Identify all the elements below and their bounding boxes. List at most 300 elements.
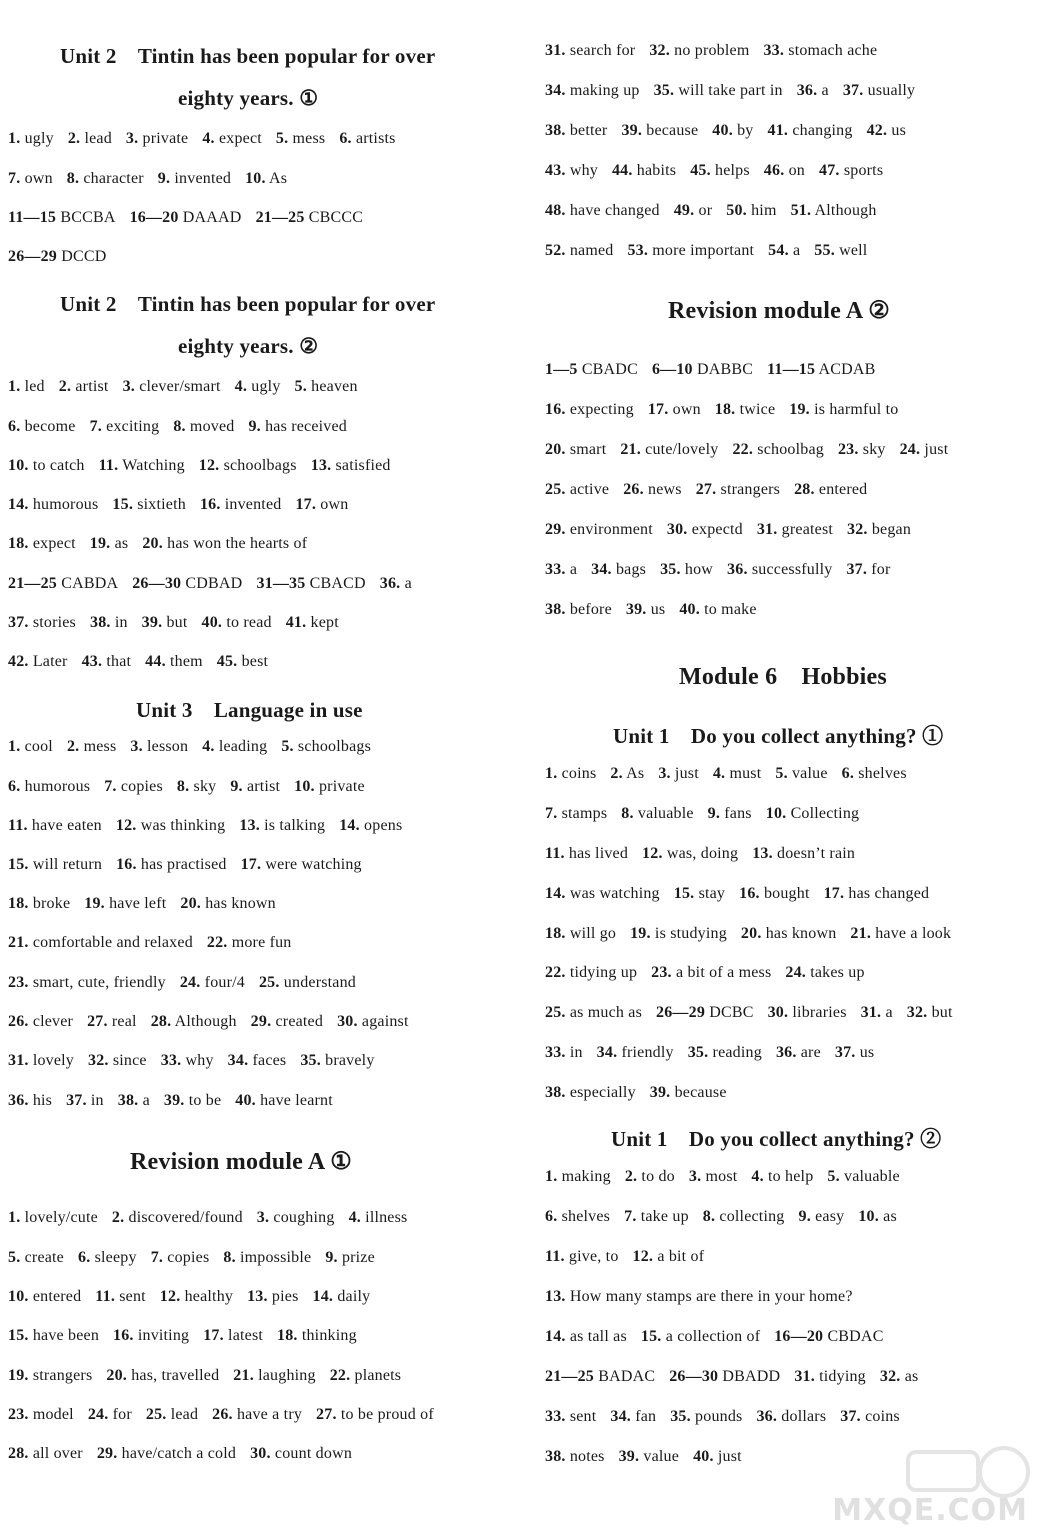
answer-line [545, 1208, 911, 1226]
answer-item [8, 1209, 98, 1226]
question-number: 1. [545, 765, 558, 782]
question-number: 24. [899, 441, 921, 458]
question-number: 46. [763, 162, 785, 179]
answer-item [726, 202, 776, 219]
answer-text: changing [792, 122, 853, 139]
answer-text: against [361, 1013, 409, 1030]
answer-item [545, 441, 606, 458]
answer-line [545, 845, 869, 863]
question-number: 9. [157, 170, 171, 187]
answer-text: stay [698, 885, 726, 902]
answer-text: DAAAD [182, 209, 242, 226]
question-number: 43. [545, 162, 566, 179]
answer-item [656, 1004, 754, 1021]
answer-item [715, 401, 775, 418]
answer-text: own [672, 401, 701, 418]
answer-item [624, 1208, 689, 1225]
answer-item [842, 765, 907, 782]
answer-item [161, 1052, 214, 1069]
answer-text: daily [337, 1288, 371, 1305]
question-number: 3. [125, 130, 139, 147]
answer-item [146, 1406, 198, 1423]
answer-item [650, 1084, 727, 1101]
answer-item [752, 845, 855, 862]
answer-text: environment [569, 521, 653, 538]
answer-text: take up [640, 1208, 689, 1225]
answer-text: DBADD [722, 1368, 781, 1385]
answer-item [768, 122, 853, 139]
answer-text: leading [218, 738, 268, 755]
question-number: 15. [8, 1327, 29, 1344]
question-number: 36. [8, 1092, 29, 1109]
answer-item [621, 805, 693, 822]
answer-text: mess [292, 130, 326, 147]
answer-item [751, 1168, 813, 1185]
answer-item [8, 895, 70, 912]
answer-item [90, 614, 128, 631]
answer-item [230, 778, 280, 795]
question-number: 12. [632, 1248, 654, 1265]
question-number: 9. [707, 805, 721, 822]
question-number: 36. [379, 575, 401, 592]
answer-text: broke [32, 895, 71, 912]
answer-item [200, 496, 282, 513]
answer-item [785, 964, 864, 981]
question-number: 36. [775, 1044, 797, 1061]
question-number: 16. [113, 1327, 134, 1344]
question-number: 2. [58, 378, 72, 395]
answer-item [630, 925, 727, 942]
answer-item [689, 1168, 738, 1185]
question-number: 17. [823, 885, 845, 902]
answer-item [66, 1092, 104, 1109]
answer-text: best [241, 653, 269, 670]
answer-text: expectd [691, 521, 743, 538]
answer-text: model [32, 1406, 74, 1423]
answer-line [8, 457, 405, 475]
answer-item [8, 130, 54, 147]
answer-text: create [24, 1249, 64, 1266]
question-number: 31. [545, 42, 566, 59]
answer-text: no problem [674, 42, 750, 59]
section-heading: Revision module A ① [130, 1149, 353, 1175]
answer-item [158, 170, 231, 187]
question-number: 41. [285, 614, 307, 631]
answer-item [693, 1448, 742, 1465]
answer-item [8, 778, 90, 795]
question-number: 31. [794, 1368, 815, 1385]
answer-item [545, 805, 607, 822]
question-number: 27. [87, 1013, 108, 1030]
question-number: 47. [819, 162, 840, 179]
answer-item [669, 1368, 780, 1385]
answer-item [90, 418, 160, 435]
answer-line [545, 1328, 898, 1346]
answer-text: ACDAB [818, 361, 876, 378]
answer-item [132, 575, 242, 592]
answer-item [846, 561, 890, 578]
question-number: 22. [206, 934, 228, 951]
answer-text: easy [815, 1208, 845, 1225]
answer-text: pies [271, 1288, 299, 1305]
answer-text: a bit of [657, 1248, 705, 1265]
question-number: 11. [95, 1288, 116, 1305]
answer-item [627, 242, 754, 259]
answer-text: that [106, 653, 132, 670]
question-number: 5. [775, 765, 788, 782]
answer-item [8, 575, 118, 592]
question-number: 38. [545, 1448, 566, 1465]
answer-text: them [169, 653, 203, 670]
question-number: 40. [679, 601, 700, 618]
question-number: 28. [8, 1445, 29, 1462]
answer-item [8, 653, 68, 670]
answer-text: created [275, 1013, 324, 1030]
answer-text: CBACD [309, 575, 366, 592]
question-number: 14. [312, 1288, 334, 1305]
answer-item [8, 934, 193, 951]
answer-item [8, 817, 102, 834]
question-number: 1. [8, 738, 21, 755]
answer-text: valuable [844, 1168, 900, 1185]
question-number: 34. [545, 82, 566, 99]
answer-line [545, 162, 897, 180]
question-number: 21—25 [8, 575, 57, 592]
question-number: 3. [256, 1209, 270, 1226]
answer-item [247, 1288, 298, 1305]
answer-item [840, 1408, 900, 1425]
question-number: 23. [651, 964, 672, 981]
question-number: 41. [767, 122, 789, 139]
question-number: 7. [89, 418, 102, 435]
answer-item [545, 601, 612, 618]
question-number: 8. [66, 170, 80, 187]
answer-line [545, 1168, 914, 1186]
answer-text: a [142, 1092, 150, 1109]
answer-line [8, 1249, 389, 1267]
question-number: 51. [790, 202, 812, 219]
answer-text: value [643, 1448, 680, 1465]
answer-text: discovered/found [128, 1209, 243, 1226]
answer-line [545, 401, 912, 419]
question-number: 10. [294, 778, 315, 795]
answer-item [652, 361, 753, 378]
answer-item [688, 1044, 762, 1061]
answer-item [545, 202, 660, 219]
answer-line [8, 170, 301, 188]
answer-text: to be proud of [340, 1406, 434, 1423]
answer-text: habits [636, 162, 677, 179]
question-number: 21—25 [255, 209, 305, 226]
question-number: 26. [8, 1013, 29, 1030]
question-number: 31. [756, 521, 778, 538]
answer-item [217, 653, 268, 670]
answer-line [8, 856, 376, 874]
section-heading: eighty years. ① [178, 86, 319, 110]
answer-text: fans [724, 805, 752, 822]
answer-text: expect [32, 535, 76, 552]
question-number: 55. [814, 242, 835, 259]
answer-item [633, 1248, 705, 1265]
answer-text: humorous [32, 496, 99, 513]
answer-text: us [650, 601, 666, 618]
answer-item [286, 614, 339, 631]
question-number: 29. [96, 1445, 118, 1462]
answer-text: named [569, 242, 614, 259]
answer-text: CABDA [61, 575, 119, 592]
answer-item [794, 1368, 866, 1385]
answer-text: smart [569, 441, 607, 458]
answer-text: give, to [568, 1248, 619, 1265]
answer-item [690, 162, 750, 179]
answer-item [545, 361, 638, 378]
answer-item [620, 441, 718, 458]
question-number: 9. [798, 1208, 811, 1225]
answer-item [97, 1445, 236, 1462]
answer-line [545, 885, 943, 903]
answer-text: strangers [32, 1367, 93, 1384]
answer-text: because [646, 122, 699, 139]
answer-text: clever [32, 1013, 74, 1030]
answer-text: doesn’t rain [777, 845, 856, 862]
answer-line [545, 1044, 888, 1062]
section-heading: Unit 1 Do you collect anything? ② [611, 1127, 942, 1151]
answer-line [8, 614, 353, 632]
answer-item [8, 170, 53, 187]
answer-text: copies [120, 778, 163, 795]
question-number: 37. [8, 614, 29, 631]
question-number: 26—29 [8, 248, 57, 265]
question-number: 11—15 [767, 361, 816, 378]
question-number: 6. [8, 778, 21, 795]
answer-text: in [90, 1092, 104, 1109]
question-number: 52. [545, 242, 566, 259]
answer-item [250, 1445, 352, 1462]
answer-item [151, 1013, 237, 1030]
answer-item [8, 535, 76, 552]
answer-item [8, 418, 76, 435]
question-number: 21—25 [545, 1368, 594, 1385]
answer-line [545, 202, 891, 220]
question-number: 38. [117, 1092, 139, 1109]
answer-item [337, 1013, 409, 1030]
question-number: 50. [726, 202, 747, 219]
question-number: 2. [111, 1209, 125, 1226]
question-number: 2. [610, 765, 623, 782]
question-number: 16. [116, 856, 137, 873]
answer-item [130, 209, 242, 226]
question-number: 32. [649, 42, 670, 59]
question-number: 25. [145, 1406, 167, 1423]
answer-text: valuable [637, 805, 694, 822]
question-number: 11. [98, 457, 119, 474]
answer-text: stomach ache [788, 42, 878, 59]
question-number: 15. [673, 885, 695, 902]
question-number: 13. [247, 1288, 268, 1305]
answer-item [766, 805, 859, 822]
answer-text: mess [83, 738, 117, 755]
answer-text: own [320, 496, 349, 513]
answer-text: Collecting [790, 805, 860, 822]
answer-text: DABBC [696, 361, 754, 378]
question-number: 12. [198, 457, 220, 474]
question-number: 5. [8, 1249, 21, 1266]
question-number: 14. [339, 817, 360, 834]
answer-text: copies [167, 1249, 210, 1266]
question-number: 5. [275, 130, 289, 147]
question-number: 35. [300, 1052, 321, 1069]
answer-line [8, 1367, 415, 1385]
question-number: 34. [610, 1408, 631, 1425]
answer-text: private [318, 778, 365, 795]
question-number: 28. [150, 1013, 172, 1030]
answer-text: sports [843, 162, 884, 179]
answer-text: in [114, 614, 128, 631]
section-heading: eighty years. ② [178, 334, 319, 358]
answer-text: began [871, 521, 912, 538]
answer-text: have left [109, 895, 167, 912]
question-number: 10. [245, 170, 266, 187]
question-number: 39. [618, 1448, 640, 1465]
answer-item [228, 1052, 287, 1069]
answer-text: have a look [875, 925, 952, 942]
answer-item [626, 601, 665, 618]
question-number: 18. [714, 401, 736, 418]
answer-text: invented [174, 170, 232, 187]
question-number: 23. [837, 441, 859, 458]
answer-item [8, 856, 102, 873]
answer-item [112, 496, 186, 513]
answer-text: sixtieth [137, 496, 186, 513]
answer-item [789, 401, 898, 418]
answer-item [545, 845, 628, 862]
question-number: 4. [712, 765, 726, 782]
answer-text: as tall as [569, 1328, 627, 1345]
section-heading: Unit 3 Language in use [136, 698, 363, 722]
answer-item [774, 1328, 883, 1345]
question-number: 8. [621, 805, 634, 822]
answer-text: must [729, 765, 762, 782]
answer-item [295, 378, 358, 395]
answer-item [8, 614, 76, 631]
answer-item [84, 895, 166, 912]
answer-text: to catch [32, 457, 85, 474]
answer-item [142, 535, 307, 552]
answer-item [8, 1288, 81, 1305]
answer-item [768, 242, 800, 259]
answer-text: better [569, 122, 608, 139]
answer-item [256, 575, 365, 592]
answer-text: real [111, 1013, 137, 1030]
answer-text: well [839, 242, 868, 259]
answer-line [8, 1092, 347, 1110]
answer-item [339, 130, 395, 147]
answer-item [670, 1408, 742, 1425]
question-number: 32. [847, 521, 868, 538]
question-number: 21. [233, 1367, 254, 1384]
answer-text: sleepy [94, 1249, 137, 1266]
answer-text: in [569, 1044, 583, 1061]
answer-item [207, 934, 292, 951]
answer-text: have changed [569, 202, 660, 219]
answer-line [545, 481, 881, 499]
answer-text: news [648, 481, 682, 498]
question-number: 27. [695, 481, 717, 498]
answer-item [212, 1406, 302, 1423]
answer-item [104, 778, 163, 795]
answer-text: led [24, 378, 45, 395]
answer-item [756, 1408, 826, 1425]
answer-item [858, 1208, 897, 1225]
question-number: 18. [277, 1327, 298, 1344]
answer-text: faces [252, 1052, 287, 1069]
answer-text: comfortable and relaxed [32, 934, 193, 951]
answer-item [850, 925, 951, 942]
answer-text: healthy [184, 1288, 234, 1305]
answer-text: was watching [569, 885, 660, 902]
answer-text: his [32, 1092, 53, 1109]
answer-text: by [737, 122, 754, 139]
answer-text: DCBC [709, 1004, 754, 1021]
question-number: 19. [789, 401, 810, 418]
answer-item [847, 521, 911, 538]
answer-text: will take part in [678, 82, 783, 99]
answer-item [545, 1168, 611, 1185]
question-number: 11. [8, 817, 28, 834]
question-number: 26. [623, 481, 644, 498]
answer-item [130, 738, 188, 755]
answer-item [116, 817, 225, 834]
answer-line [545, 601, 771, 619]
answer-item [545, 964, 637, 981]
question-number: 2. [67, 130, 81, 147]
answer-item [843, 82, 915, 99]
answer-text: Watching [122, 457, 185, 474]
answer-item [545, 481, 609, 498]
answer-text: have eaten [31, 817, 102, 834]
section-heading: Unit 2 Tintin has been popular for over [60, 44, 436, 68]
answer-text: him [751, 202, 777, 219]
answer-item [233, 1367, 315, 1384]
answer-text: have/catch a cold [121, 1445, 237, 1462]
answer-item [545, 1328, 627, 1345]
answer-text: inviting [137, 1327, 190, 1344]
answer-line [8, 974, 370, 992]
answer-text: because [674, 1084, 727, 1101]
question-number: 34. [227, 1052, 249, 1069]
answer-text: most [705, 1168, 738, 1185]
answer-line [545, 361, 890, 379]
question-number: 26—29 [656, 1004, 706, 1021]
answer-line [545, 441, 962, 459]
question-number: 15. [640, 1328, 662, 1345]
question-number: 20. [142, 535, 163, 552]
answer-text: shelves [561, 1208, 611, 1225]
answer-item [907, 1004, 953, 1021]
question-number: 34. [596, 1044, 618, 1061]
answer-item [767, 361, 875, 378]
question-number: 29. [250, 1013, 272, 1030]
answer-line [8, 1013, 423, 1031]
answer-text: expecting [569, 401, 634, 418]
question-number: 15. [112, 496, 134, 513]
answer-item [545, 1288, 853, 1305]
question-number: 9. [230, 778, 243, 795]
answer-text: has known [765, 925, 837, 942]
answer-text: helps [715, 162, 750, 179]
question-number: 43. [81, 653, 103, 670]
answer-item [621, 122, 698, 139]
